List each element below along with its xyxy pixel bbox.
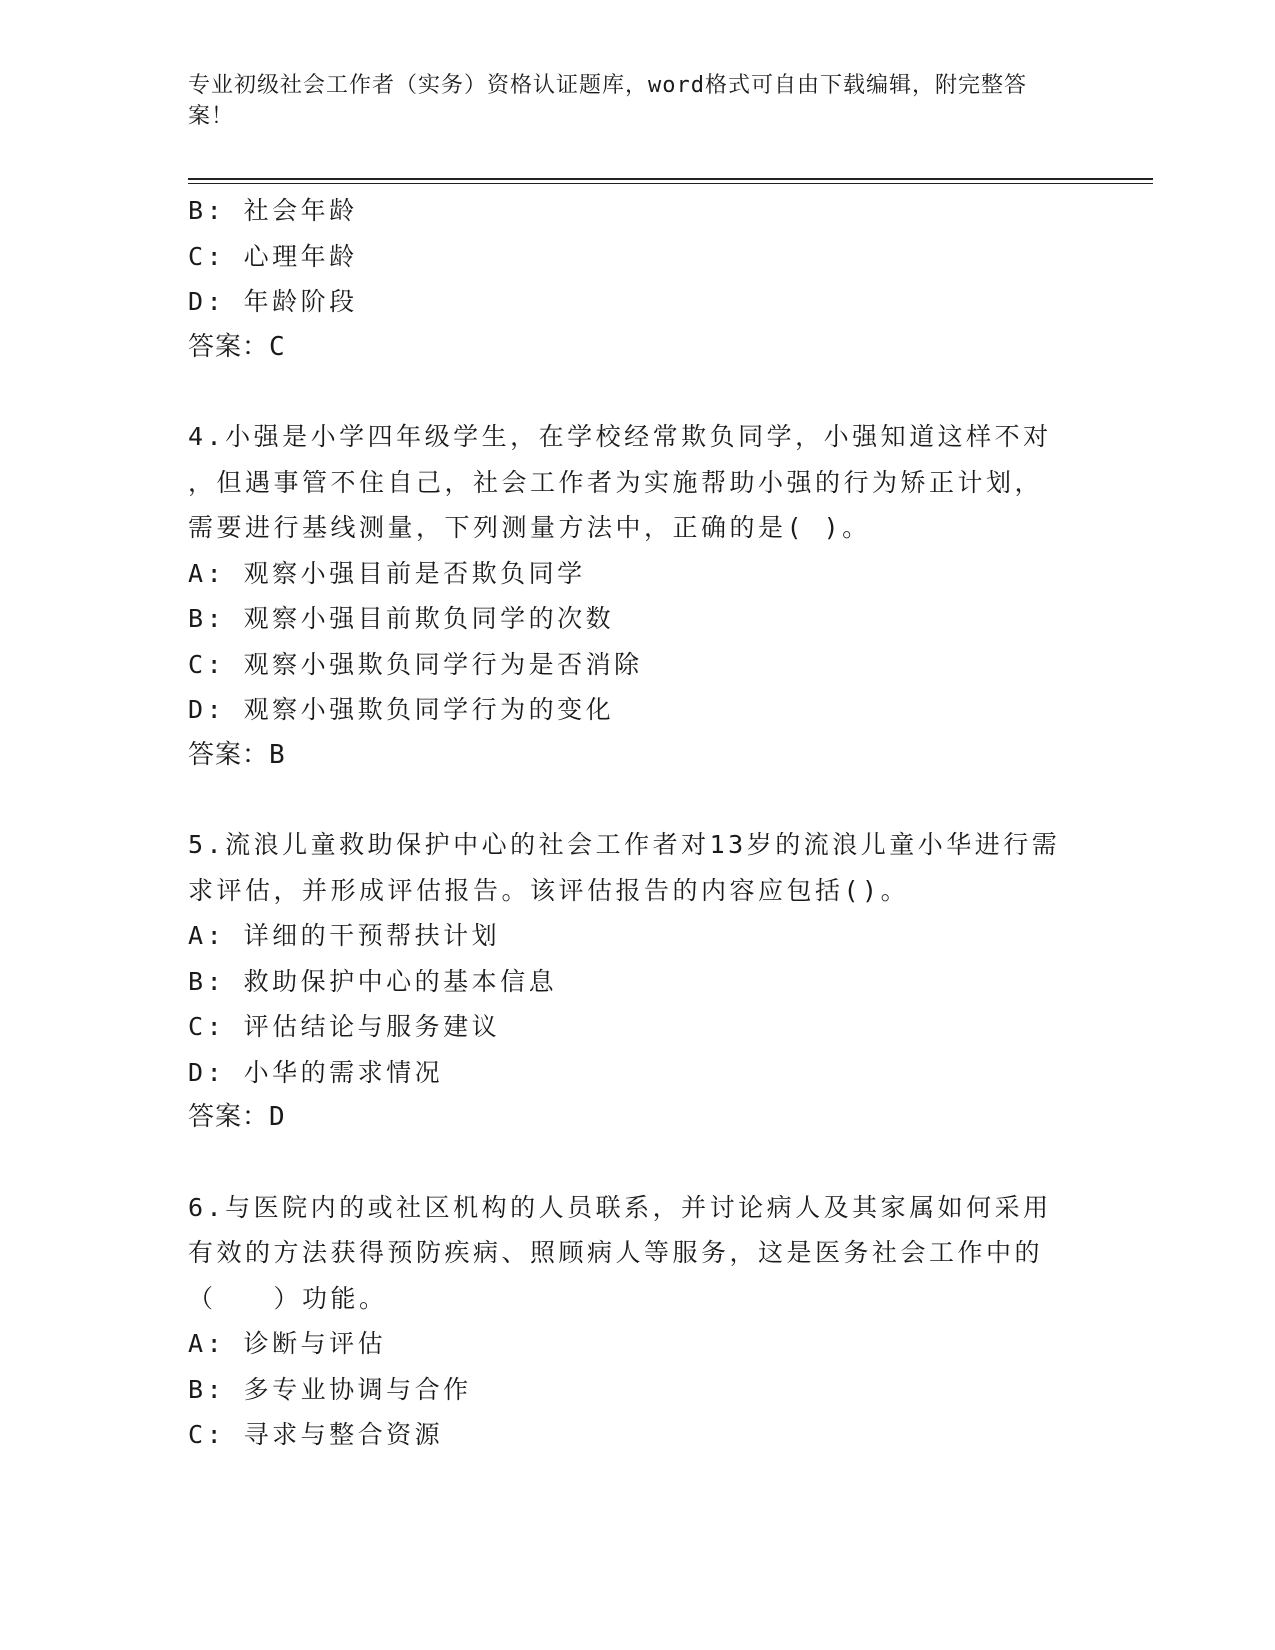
option-d: D: 小华的需求情况 bbox=[188, 1057, 444, 1087]
carryover-question bbox=[188, 188, 1118, 370]
option-letter: C bbox=[188, 649, 207, 679]
option-text: 社会年龄 bbox=[243, 196, 358, 225]
option-text: 救助保护中心的基本信息 bbox=[243, 966, 558, 996]
option-letter: D bbox=[188, 287, 207, 316]
question-stem-line: （ ）功能。 bbox=[188, 1283, 388, 1313]
option-d: D: 年龄阶段 bbox=[188, 287, 358, 316]
option-a: A: 诊断与评估 bbox=[188, 1329, 387, 1358]
option-b: B: 观察小强目前欺负同学的次数 bbox=[188, 604, 615, 633]
question-5 bbox=[188, 822, 1118, 1141]
option-letter: B bbox=[188, 196, 207, 225]
header-rule-thick bbox=[188, 178, 1153, 180]
option-text: 心理年龄 bbox=[243, 241, 358, 271]
question-stem-line: ，但遇事管不住自己，社会工作者为实施帮助小强的行为矫正计划， bbox=[188, 467, 1044, 497]
option-c: C: 寻求与整合资源 bbox=[188, 1420, 444, 1449]
option-b: B: 社会年龄 bbox=[188, 196, 358, 225]
option-letter: D bbox=[188, 1057, 207, 1087]
option-letter: D bbox=[188, 695, 207, 724]
option-text: 小华的需求情况 bbox=[243, 1057, 444, 1087]
page-header: 专业初级社会工作者（实务）资格认证题库，word格式可自由下载编辑，附完整答案！ bbox=[188, 73, 1027, 129]
option-text: 年龄阶段 bbox=[243, 287, 358, 316]
question-stem-line: 4.小强是小学四年级学生，在学校经常欺负同学，小强知道这样不对 bbox=[188, 422, 1052, 451]
answer-line: 答案：D bbox=[188, 1102, 286, 1132]
question-content bbox=[188, 188, 1118, 1458]
option-c: C: 心理年龄 bbox=[188, 241, 358, 271]
option-a: A: 观察小强目前是否欺负同学 bbox=[188, 558, 586, 588]
option-c: C: 观察小强欺负同学行为是否消除 bbox=[188, 649, 643, 679]
answer-line: 答案：C bbox=[188, 331, 286, 362]
option-letter: B bbox=[188, 1374, 207, 1404]
question-stem-line: 6.与医院内的或社区机构的人员联系，并讨论病人及其家属如何采用 bbox=[188, 1192, 1052, 1222]
question-stem-line: 5.流浪儿童救助保护中心的社会工作者对13岁的流浪儿童小华进行需 bbox=[188, 830, 1061, 859]
header-rule-thin bbox=[188, 183, 1153, 184]
option-text: 诊断与评估 bbox=[243, 1329, 387, 1358]
question-6 bbox=[188, 1185, 1118, 1458]
option-text: 观察小强目前欺负同学的次数 bbox=[243, 604, 615, 633]
question-stem-line: 有效的方法获得预防疾病、照顾病人等服务，这是医务社会工作中的 bbox=[188, 1238, 1044, 1267]
option-letter: C bbox=[188, 1012, 207, 1041]
question-stem-line: 需要进行基线测量，下列测量方法中，正确的是( )。 bbox=[188, 513, 871, 542]
option-letter: C bbox=[188, 241, 207, 271]
option-letter: A bbox=[188, 921, 207, 950]
option-letter: A bbox=[188, 1329, 207, 1358]
option-text: 观察小强欺负同学行为是否消除 bbox=[243, 649, 643, 679]
question-4 bbox=[188, 414, 1118, 778]
option-letter: A bbox=[188, 558, 207, 588]
option-b: B: 多专业协调与合作 bbox=[188, 1374, 472, 1404]
option-c: C: 评估结论与服务建议 bbox=[188, 1012, 501, 1041]
option-text: 观察小强目前是否欺负同学 bbox=[243, 558, 586, 588]
answer-line: 答案：B bbox=[188, 739, 286, 770]
option-text: 多专业协调与合作 bbox=[243, 1374, 472, 1404]
option-text: 评估结论与服务建议 bbox=[243, 1012, 501, 1041]
option-letter: B bbox=[188, 604, 207, 633]
option-letter: C bbox=[188, 1420, 207, 1449]
option-a: A: 详细的干预帮扶计划 bbox=[188, 921, 501, 950]
question-stem-line: 求评估，并形成评估报告。该评估报告的内容应包括()。 bbox=[188, 875, 910, 905]
option-text: 详细的干预帮扶计划 bbox=[243, 921, 501, 950]
option-d: D: 观察小强欺负同学行为的变化 bbox=[188, 695, 615, 724]
option-text: 寻求与整合资源 bbox=[243, 1420, 444, 1449]
option-text: 观察小强欺负同学行为的变化 bbox=[243, 695, 615, 724]
option-letter: B bbox=[188, 966, 207, 996]
option-b: B: 救助保护中心的基本信息 bbox=[188, 966, 558, 996]
